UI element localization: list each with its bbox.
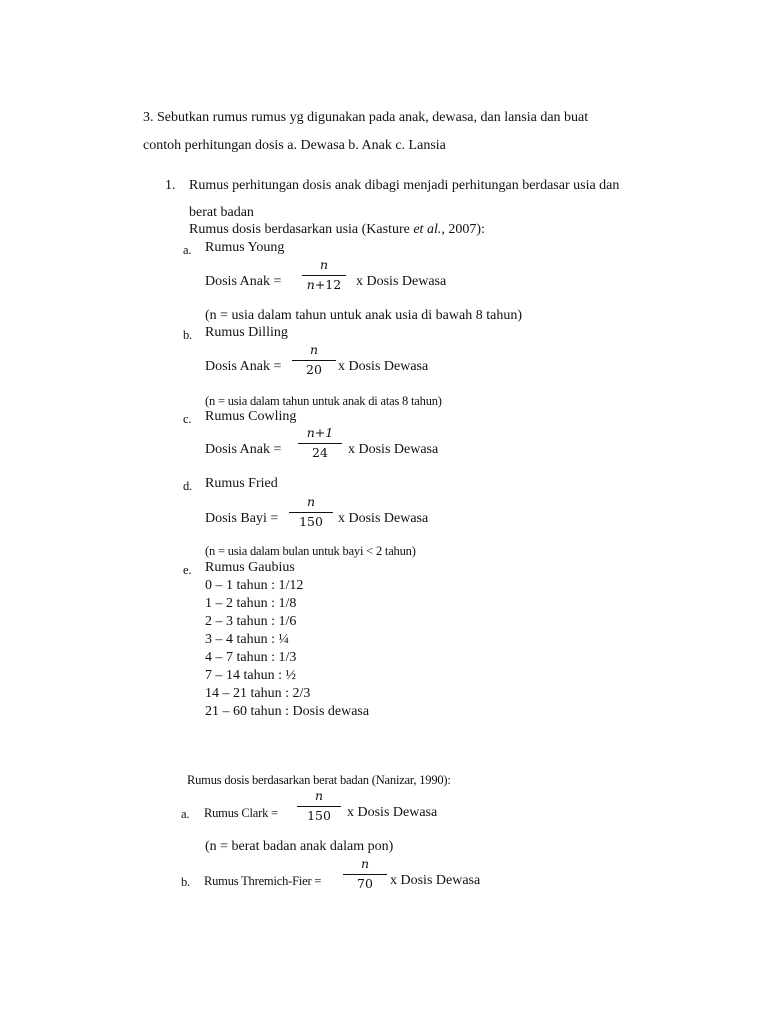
young-note: (n = usia dalam tahun untuk anak usia di bawah 8 tahun) bbox=[205, 308, 522, 323]
gaubius-name: Rumus Gaubius bbox=[205, 560, 295, 575]
clark-denominator: 150 bbox=[307, 808, 331, 823]
age-section-heading: Rumus dosis berdasarkan usia (Kasture et al., 2007): bbox=[189, 222, 485, 237]
cowling-lhs: Dosis Anak = bbox=[205, 442, 282, 457]
cowling-rhs: x Dosis Dewasa bbox=[348, 442, 439, 457]
gaubius-row: 7 – 14 tahun : ½ bbox=[205, 668, 296, 683]
dilling-denominator: 20 bbox=[306, 362, 322, 377]
cowling-name: Rumus Cowling bbox=[205, 409, 297, 424]
fried-denominator: 150 bbox=[299, 514, 323, 529]
fried-name: Rumus Fried bbox=[205, 476, 278, 491]
thremich-lhs: Rumus Thremich-Fier = bbox=[204, 874, 322, 888]
young-fraction bbox=[302, 258, 346, 292]
thremich-numerator: n bbox=[360, 856, 370, 871]
thremich-rhs: x Dosis Dewasa bbox=[390, 873, 481, 888]
dilling-numerator: n bbox=[309, 342, 319, 357]
gaubius-row: 2 – 3 tahun : 1/6 bbox=[205, 614, 297, 629]
gaubius-row: 14 – 21 tahun : 2/3 bbox=[205, 686, 311, 701]
fried-note: (n = usia dalam bulan untuk bayi < 2 tahun) bbox=[205, 544, 416, 558]
dilling-fraction bbox=[292, 343, 336, 377]
gaubius-row: 21 – 60 tahun : Dosis dewasa bbox=[205, 704, 370, 719]
fried-rhs: x Dosis Dewasa bbox=[338, 511, 429, 526]
question-line-2: contoh perhitungan dosis a. Dewasa b. Anak c. Lansia bbox=[143, 138, 446, 153]
young-numerator: n bbox=[319, 257, 329, 272]
young-letter: a. bbox=[183, 243, 192, 257]
gaubius-row: 0 – 1 tahun : 1/12 bbox=[205, 578, 304, 593]
clark-numerator: n bbox=[314, 788, 324, 803]
fried-letter: d. bbox=[183, 479, 192, 493]
thremich-denominator: 70 bbox=[357, 876, 373, 891]
cowling-fraction bbox=[298, 426, 342, 460]
clark-letter: a. bbox=[181, 807, 190, 821]
thremich-letter: b. bbox=[181, 875, 190, 889]
question-line-1: 3. Sebutkan rumus rumus yg digunakan pada anak, dewasa, dan lansia dan buat bbox=[143, 110, 589, 125]
weight-section-heading: Rumus dosis berdasarkan berat badan (Nanizar, 1990): bbox=[187, 773, 451, 787]
answer-intro-line-2: berat badan bbox=[189, 205, 254, 220]
dilling-lhs: Dosis Anak = bbox=[205, 359, 282, 374]
answer-number: 1. bbox=[165, 178, 176, 193]
gaubius-row: 4 – 7 tahun : 1/3 bbox=[205, 650, 297, 665]
clark-note: (n = berat badan anak dalam pon) bbox=[205, 839, 394, 854]
dilling-rhs: x Dosis Dewasa bbox=[338, 359, 429, 374]
fried-lhs: Dosis Bayi = bbox=[205, 511, 279, 526]
young-denominator: n+12 bbox=[306, 277, 342, 292]
clark-fraction bbox=[297, 789, 341, 823]
dilling-note: (n = usia dalam tahun untuk anak di atas 8 tahun) bbox=[205, 394, 442, 408]
cowling-letter: c. bbox=[183, 412, 192, 426]
thremich-fraction bbox=[343, 857, 387, 891]
dilling-name: Rumus Dilling bbox=[205, 325, 288, 340]
clark-lhs: Rumus Clark = bbox=[204, 806, 278, 820]
dilling-letter: b. bbox=[183, 328, 192, 342]
gaubius-row: 3 – 4 tahun : ¼ bbox=[205, 632, 289, 647]
answer-intro-line-1: Rumus perhitungan dosis anak dibagi menjadi perhitungan berdasar usia dan bbox=[189, 178, 620, 193]
fried-numerator: n bbox=[306, 494, 316, 509]
young-lhs: Dosis Anak = bbox=[205, 274, 282, 289]
young-rhs: x Dosis Dewasa bbox=[356, 274, 447, 289]
cowling-denominator: 24 bbox=[312, 445, 328, 460]
fried-fraction bbox=[289, 495, 333, 529]
gaubius-row: 1 – 2 tahun : 1/8 bbox=[205, 596, 297, 611]
gaubius-letter: e. bbox=[183, 563, 192, 577]
clark-rhs: x Dosis Dewasa bbox=[347, 805, 438, 820]
cowling-numerator: n+1 bbox=[306, 425, 334, 440]
young-name: Rumus Young bbox=[205, 240, 285, 255]
